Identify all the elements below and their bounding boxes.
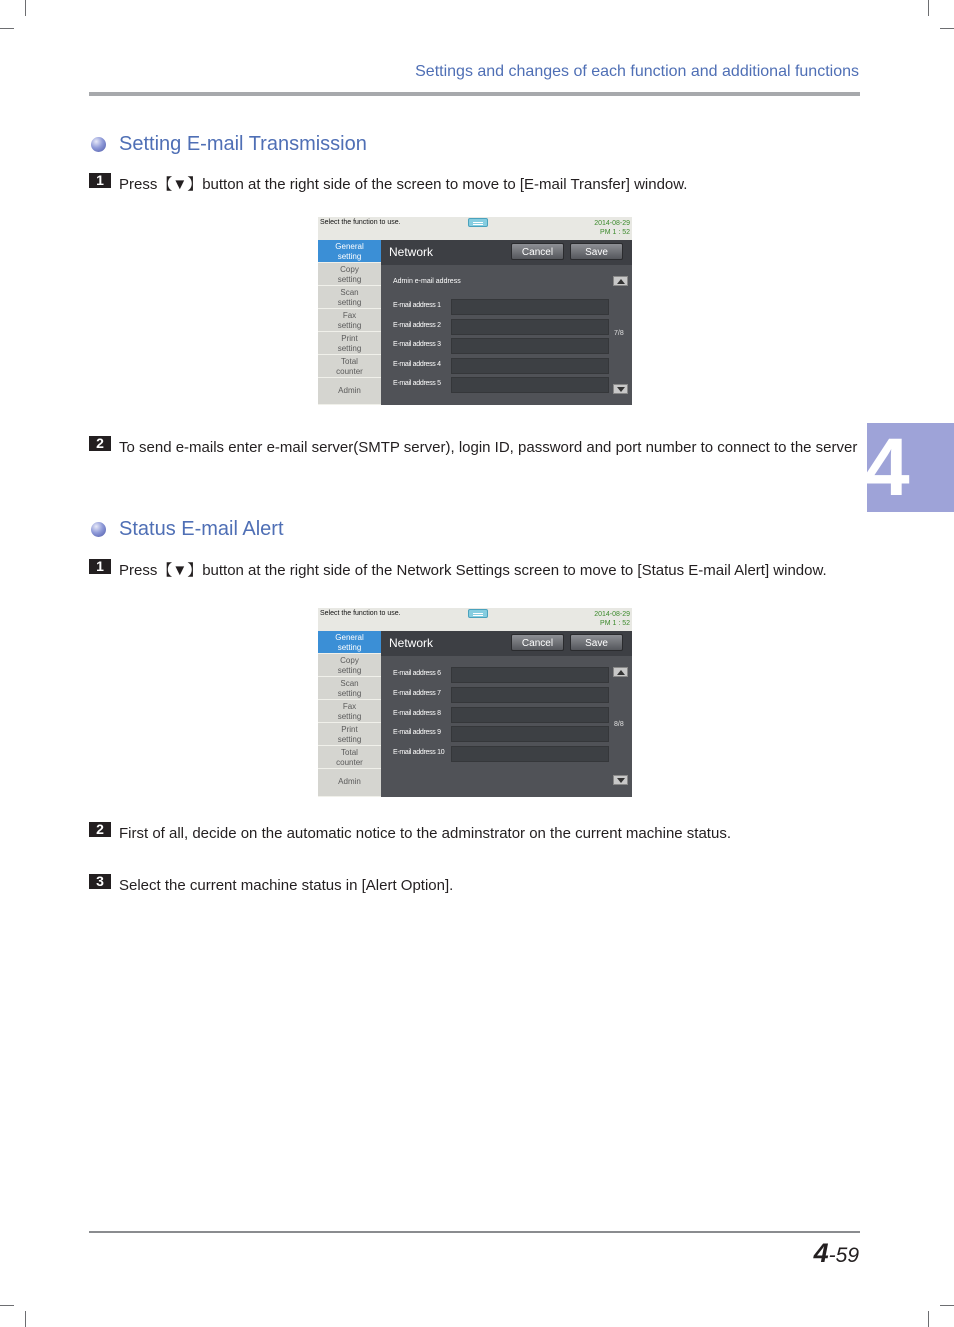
page-indicator: 8/8 (614, 721, 624, 728)
screen-status-bar (318, 608, 632, 631)
step-number-badge: 2 (89, 436, 111, 451)
sidebar-item-copy-setting[interactable] (318, 263, 381, 286)
crop-mark (940, 1305, 954, 1306)
sidebar-item-copy-setting[interactable] (318, 654, 381, 677)
email-address-field[interactable] (451, 358, 609, 374)
email-address-label: E-mail address 6 (393, 670, 441, 677)
arrow-down-icon (617, 778, 625, 783)
sidebar-item-label: setting (337, 712, 362, 721)
sidebar-item-label: setting (337, 321, 362, 330)
sidebar-item-label: General (335, 242, 364, 251)
cancel-button[interactable]: Cancel (511, 243, 564, 260)
crop-mark (928, 1311, 929, 1327)
sidebar-item-label: Total (341, 748, 358, 757)
admin-email-label: Admin e-mail address (393, 278, 461, 285)
footer-rule (89, 1231, 860, 1233)
sidebar-item-label: Total (341, 357, 358, 366)
screen-prompt: Select the function to use. (320, 610, 401, 617)
step-text: To send e-mails enter e-mail server(SMTP server), login ID, password and port number to connect to the server (119, 439, 858, 456)
menu-icon[interactable] (468, 609, 488, 618)
sidebar-item-label: setting (337, 689, 362, 698)
sidebar-item-label: Admin (338, 777, 361, 786)
sidebar-item-label: Copy (340, 265, 359, 274)
chapter-tab-number: 4 (864, 422, 910, 513)
step-item (89, 873, 859, 899)
sidebar-item-label: Scan (340, 679, 359, 688)
sidebar-item-label: General (335, 633, 364, 642)
screen-title-bar (381, 240, 632, 265)
screen-sidebar (318, 631, 381, 797)
scroll-up-button[interactable] (613, 667, 628, 677)
screen-time: PM 1 : 52 (600, 229, 630, 236)
step-number-badge: 3 (89, 874, 111, 889)
device-screenshot-status-alert (318, 608, 632, 797)
crop-mark (928, 0, 929, 16)
email-address-label: E-mail address 9 (393, 729, 441, 736)
sidebar-item-label: Fax (342, 702, 357, 711)
scroll-up-button[interactable] (613, 276, 628, 286)
email-address-field[interactable] (451, 746, 609, 762)
email-address-field[interactable] (451, 707, 609, 723)
email-address-field[interactable] (451, 319, 609, 335)
page-number-chapter: 4 (813, 1238, 829, 1268)
save-button[interactable]: Save (570, 634, 623, 651)
section-title-status-email-alert (91, 516, 284, 542)
email-address-label: E-mail address 2 (393, 322, 441, 329)
screen-body (381, 656, 632, 797)
screen-prompt: Select the function to use. (320, 219, 401, 226)
email-address-label: E-mail address 7 (393, 690, 441, 697)
bullet-ball-icon (91, 522, 106, 537)
sidebar-item-general-setting[interactable] (318, 240, 381, 263)
arrow-up-icon (617, 670, 625, 675)
sidebar-item-general-setting[interactable] (318, 631, 381, 654)
email-address-label: E-mail address 10 (393, 749, 445, 756)
sidebar-item-label: Copy (340, 656, 359, 665)
page-number (814, 1238, 859, 1269)
crop-mark (25, 1311, 26, 1327)
screen-time: PM 1 : 52 (600, 620, 630, 627)
email-address-label: E-mail address 1 (393, 302, 441, 309)
sidebar-item-label: Print (341, 334, 358, 343)
step-text: Press【▼】button at the right side of the screen to move to [E-mail Transfer] window. (119, 176, 688, 193)
screen-date: 2014-08-29 (594, 220, 630, 227)
sidebar-item-label: setting (337, 252, 362, 261)
step-text: Select the current machine status in [Alert Option]. (119, 877, 454, 894)
section-title-text: Status E-mail Alert (119, 517, 284, 540)
email-address-field[interactable] (451, 687, 609, 703)
step-item (89, 558, 859, 584)
sidebar-item-label: setting (337, 666, 362, 675)
crop-mark (0, 28, 14, 29)
email-address-label: E-mail address 8 (393, 710, 441, 717)
crop-mark (940, 28, 954, 29)
email-address-label: E-mail address 4 (393, 361, 441, 368)
sidebar-item-label: Scan (340, 288, 359, 297)
sidebar-item-fax-setting[interactable] (318, 309, 381, 332)
step-text: First of all, decide on the automatic notice to the adminstrator on the current machine status. (119, 825, 731, 842)
sidebar-item-label: Admin (338, 386, 361, 395)
sidebar-item-fax-setting[interactable] (318, 700, 381, 723)
page-indicator: 7/8 (614, 330, 624, 337)
step-item (89, 821, 859, 847)
cancel-button[interactable]: Cancel (511, 634, 564, 651)
crop-mark (25, 0, 26, 16)
chapter-tab (864, 422, 954, 513)
sidebar-item-label: setting (337, 275, 362, 284)
step-item (89, 435, 859, 461)
save-button[interactable]: Save (570, 243, 623, 260)
step-number-badge: 2 (89, 822, 111, 837)
sidebar-item-scan-setting[interactable] (318, 677, 381, 700)
arrow-down-icon (617, 387, 625, 392)
email-address-field[interactable] (451, 726, 609, 742)
sidebar-item-total-counter[interactable] (318, 355, 381, 378)
page-number-page: 59 (835, 1244, 859, 1267)
sidebar-item-admin[interactable] (318, 378, 381, 405)
header-rule (89, 92, 860, 96)
email-address-field[interactable] (451, 667, 609, 683)
email-address-label: E-mail address 3 (393, 341, 441, 348)
sidebar-item-label: setting (337, 643, 362, 652)
bullet-ball-icon (91, 137, 106, 152)
menu-icon[interactable] (468, 218, 488, 227)
sidebar-item-label: counter (336, 367, 363, 376)
sidebar-item-label: Print (341, 725, 358, 734)
step-text: Press【▼】button at the right side of the Network Settings screen to move to [Status E-mail Alert] window. (119, 562, 827, 579)
screen-datetime (594, 610, 630, 628)
sidebar-item-label: Fax (342, 311, 357, 320)
scroll-down-button[interactable] (613, 775, 628, 785)
sidebar-item-scan-setting[interactable] (318, 286, 381, 309)
email-address-field[interactable] (451, 299, 609, 315)
sidebar-item-label: counter (336, 758, 363, 767)
screen-title-bar (381, 631, 632, 656)
email-address-label: E-mail address 5 (393, 380, 441, 387)
sidebar-item-label: setting (337, 344, 362, 353)
page-number-separator: - (828, 1244, 836, 1267)
email-address-field[interactable] (451, 377, 609, 393)
sidebar-item-label: setting (337, 735, 362, 744)
screen-title: Network (389, 636, 434, 650)
running-header: Settings and changes of each function and additional functions (415, 63, 859, 80)
section-title-email-transmission (91, 131, 367, 157)
screen-date: 2014-08-29 (594, 611, 630, 618)
sidebar-item-print-setting[interactable] (318, 723, 381, 746)
screen-sidebar (318, 240, 381, 405)
screen-status-bar (318, 217, 632, 240)
step-item (89, 172, 859, 198)
sidebar-item-total-counter[interactable] (318, 746, 381, 769)
crop-mark (0, 1305, 14, 1306)
device-screenshot-network-email (318, 217, 632, 405)
arrow-up-icon (617, 279, 625, 284)
email-address-field[interactable] (451, 338, 609, 354)
screen-body (381, 265, 632, 405)
step-number-badge: 1 (89, 173, 111, 188)
section-title-text: Setting E-mail Transmission (119, 132, 367, 155)
screen-title: Network (389, 245, 434, 259)
sidebar-item-admin[interactable] (318, 769, 381, 797)
sidebar-item-label: setting (337, 298, 362, 307)
step-number-badge: 1 (89, 559, 111, 574)
sidebar-item-print-setting[interactable] (318, 332, 381, 355)
screen-datetime (594, 219, 630, 237)
scroll-down-button[interactable] (613, 384, 628, 394)
